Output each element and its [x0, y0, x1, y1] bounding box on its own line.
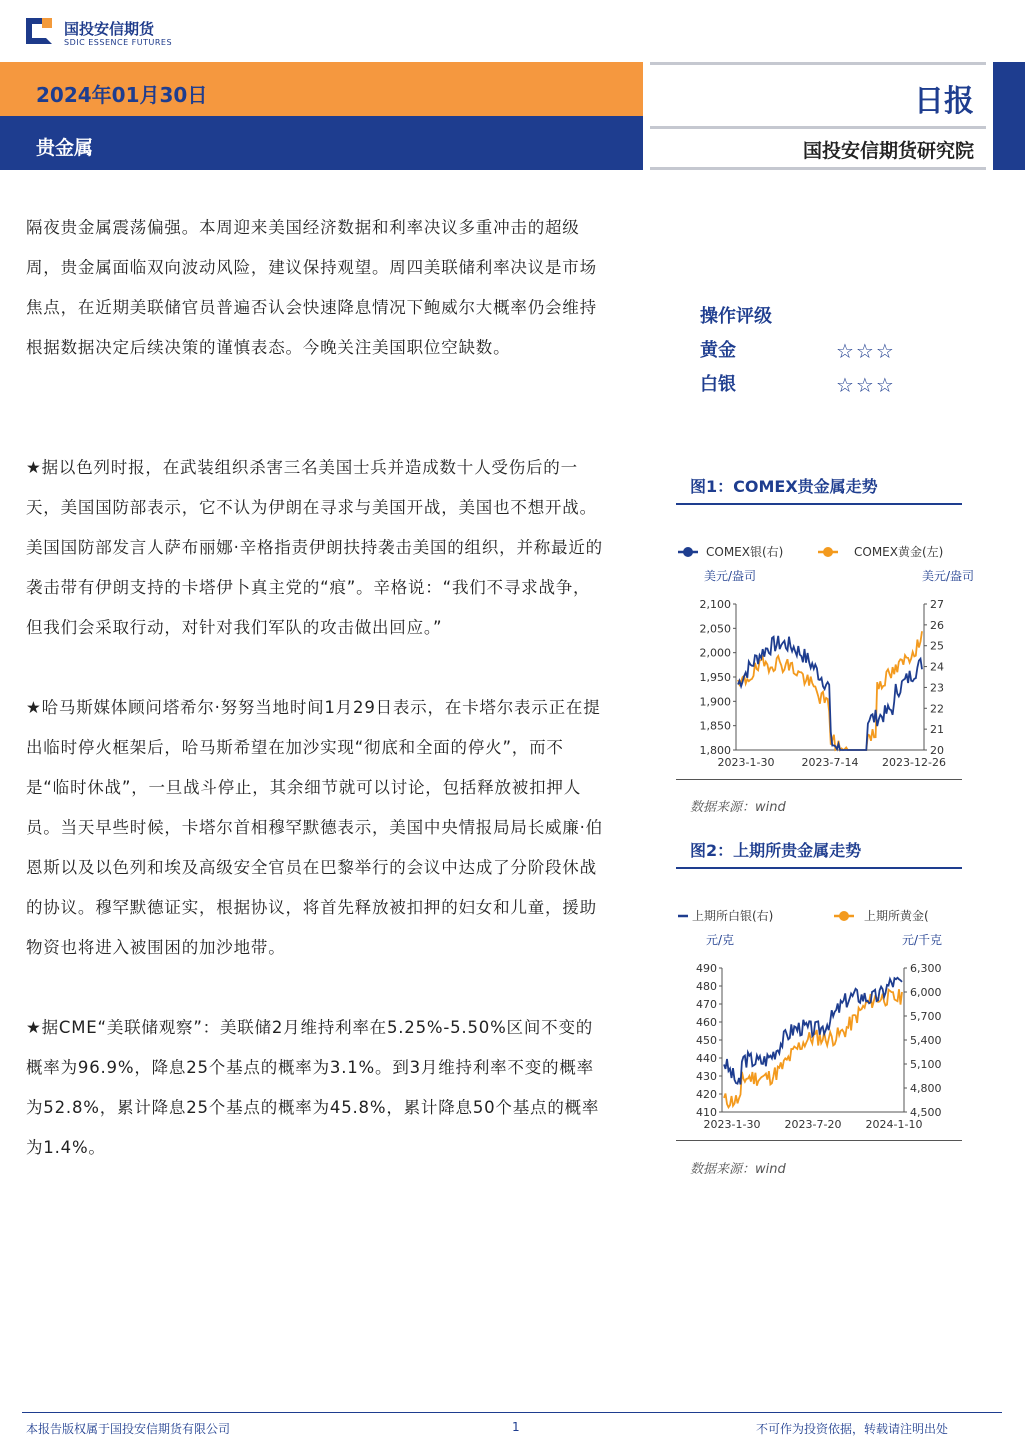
chart-2-legend	[678, 908, 929, 923]
y-tick-label-left: 2,100	[699, 598, 731, 611]
figure-2-source: 数据来源：wind	[690, 1162, 786, 1177]
x-tick-label: 2023-7-14	[801, 756, 859, 769]
y-tick-label-left: 470	[696, 998, 717, 1011]
x-tick-label: 2023-1-30	[717, 756, 775, 769]
rating-row-gold	[700, 334, 910, 368]
institute-name: 国投安信期货研究院	[802, 140, 974, 162]
logo-icon	[26, 18, 52, 44]
y-tick-label-right: 24	[930, 660, 944, 674]
rating-name-silver: 白银	[700, 374, 736, 395]
report-category: 贵金属	[36, 137, 94, 159]
y-tick-label-right: 25	[930, 639, 944, 653]
y-tick-label-left: 1,800	[699, 744, 731, 757]
star-rating-icon: ☆☆☆	[836, 373, 896, 397]
legend-marker-shfe-gold	[839, 911, 849, 921]
header-divider-top	[650, 62, 986, 65]
report-type: 日报	[914, 84, 974, 119]
y-tick-label-right: 20	[930, 744, 944, 757]
y-tick-label-left: 2,050	[699, 622, 731, 636]
news-paragraph-2: ★哈马斯媒体顾问塔希尔·努努当地时间1月29日表示，在卡塔尔表示正在提出临时停火框架后，哈马斯希望在加沙实现“彻底和全面的停火”，而不是“临时休战”，一旦战斗停止，其余细节就可以讨论，包括释放被扣押人员。当天早些时候，卡塔尔首相穆罕默德表示，美国中央情报局局长威廉·伯恩斯以及以色列和埃及高级安全官员在巴黎举行的会议中达成了分阶段休战的协议。穆罕默德证实，根据协议，将首先释放被扣押的妇女和儿童，援助物资也将进入被围困的加沙地带。	[26, 698, 603, 957]
figure-2-title: 图2：上期所贵金属走势	[690, 841, 862, 860]
header-divider-middle	[650, 126, 986, 129]
report-date: 2024年01月30日	[36, 83, 208, 107]
footer-rule	[22, 1412, 1002, 1413]
y-tick-label-left: 420	[696, 1088, 717, 1101]
category-banner	[0, 116, 643, 170]
y-tick-label-right: 26	[930, 618, 944, 632]
x-tick-label: 2023-7-20	[784, 1118, 842, 1131]
x-tick-label: 2024-1-10	[865, 1118, 923, 1131]
y-tick-label-right: 5,400	[910, 1034, 942, 1047]
logo-text: 国投安信期货	[64, 20, 155, 38]
footer-copyright: 本报告版权属于国投安信期货有限公司	[26, 1422, 231, 1436]
legend-marker-gold	[823, 547, 833, 557]
y-tick-label-right: 23	[930, 681, 944, 695]
figure-2-bottom-rule	[676, 1140, 962, 1141]
y-tick-label-left: 430	[696, 1070, 717, 1083]
chart-1	[676, 536, 975, 780]
legend-marker-silver	[683, 547, 693, 557]
summary-paragraph: 隔夜贵金属震荡偏强。本周迎来美国经济数据和利率决议多重冲击的超级周，贵金属面临双向波动风险，建议保持观望。周四美联储利率决议是市场焦点，在近期美联储官员普遍否认会快速降息情况下鲍威尔大概率仍会维持根据数据决定后续决策的谨慎表态。今晚关注美国职位空缺数。	[26, 218, 597, 357]
page-number: 1	[512, 1420, 520, 1434]
legend-label-shfe-gold: 上期所黄金(	[864, 909, 929, 923]
figure-1-bottom-rule	[676, 779, 962, 780]
series-line-shfe-silver	[724, 978, 902, 1085]
y-tick-label-right: 5,100	[910, 1058, 942, 1071]
y-tick-label-left: 480	[696, 980, 717, 993]
legend-label-silver: COMEX银(右)	[706, 545, 784, 559]
y-tick-label-right: 4,500	[910, 1106, 942, 1119]
series-line-shfe-gold	[724, 989, 902, 1107]
logo-english-text: SDIC ESSENCE FUTURES	[64, 38, 173, 47]
news-paragraph-3: ★据CME“美联储观察”：美联储2月维持利率在5.25%-5.50%区间不变的概率为96.9%，降息25个基点的概率为3.1%。到3月维持利率不变的概率为52.8%，累计降息25个基点的概率为45.8%，累计降息50个基点的概率为1.4%。	[26, 1018, 600, 1157]
y-tick-label-right: 5,700	[910, 1010, 942, 1023]
y-axis-left-unit: 美元/盎司	[704, 569, 757, 583]
figure-1-source: 数据来源：wind	[690, 800, 786, 815]
y-axis-left-unit: 元/克	[706, 933, 735, 947]
figure-1-title: 图1：COMEX贵金属走势	[690, 477, 878, 496]
news-paragraph-1: ★据以色列时报，在武装组织杀害三名美国士兵并造成数十人受伤后的一天，美国国防部表示，它不认为伊朗在寻求与美国开战，美国也不想开战。美国国防部发言人萨布丽娜·辛格指责伊朗扶持袭击美国的组织，并称最近的袭击带有伊朗支持的卡塔伊卜真主党的“痕”。辛格说：“我们不寻求战争，但我们会采取行动，对针对我们军队的攻击做出回应。”	[26, 458, 603, 637]
y-tick-label-left: 1,950	[699, 671, 731, 684]
series-line-comex-silver	[738, 636, 922, 750]
rating-title: 操作评级	[700, 306, 772, 327]
figure-1-rule	[676, 503, 962, 505]
footer-disclaimer: 不可作为投资依据，转载请注明出处	[756, 1422, 949, 1436]
y-tick-label-right: 22	[930, 702, 944, 716]
y-tick-label-right: 6,000	[910, 986, 942, 999]
chart-2	[676, 900, 962, 1140]
y-tick-label-right: 27	[930, 598, 944, 611]
y-tick-label-right: 4,800	[910, 1082, 942, 1095]
y-tick-label-left: 490	[696, 962, 717, 975]
y-tick-label-left: 1,850	[699, 719, 731, 733]
rating-name-gold: 黄金	[700, 340, 736, 361]
chart-1-legend	[678, 544, 943, 559]
y-axis-right-unit: 元/千克	[902, 933, 943, 947]
figure-2-rule	[676, 867, 962, 869]
y-tick-label-left: 440	[696, 1052, 717, 1065]
y-axis-right-unit: 美元/盎司	[922, 569, 975, 583]
y-tick-label-left: 460	[696, 1016, 717, 1029]
rating-row-silver	[700, 368, 910, 402]
rating-panel	[700, 300, 910, 402]
y-tick-label-right: 21	[930, 723, 944, 737]
y-tick-label-left: 2,000	[699, 646, 731, 660]
x-tick-label: 2023-1-30	[703, 1118, 761, 1131]
y-tick-label-left: 1,900	[699, 695, 731, 709]
header-edge-block	[993, 62, 1025, 170]
legend-label-gold: COMEX黄金(左)	[854, 545, 944, 559]
y-tick-label-left: 410	[696, 1106, 717, 1119]
x-tick-label: 2023-12-26	[882, 756, 946, 769]
legend-label-shfe-silver: 上期所白银(右)	[692, 909, 774, 923]
header-divider-bottom	[650, 167, 986, 170]
y-tick-label-right: 6,300	[910, 962, 942, 975]
star-rating-icon: ☆☆☆	[836, 339, 896, 363]
y-tick-label-left: 450	[696, 1034, 717, 1047]
